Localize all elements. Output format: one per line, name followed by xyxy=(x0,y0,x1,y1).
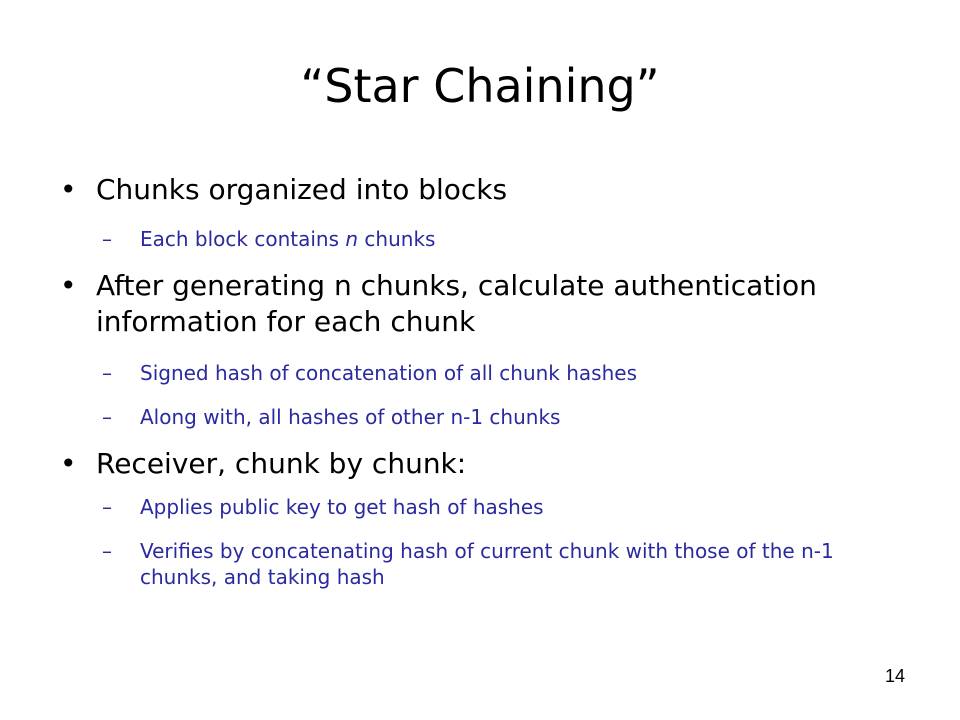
bullet-text: Chunks organized into blocks xyxy=(96,173,508,206)
sub-bullet-marker: – xyxy=(102,405,112,429)
sub-bullet-item xyxy=(102,226,902,252)
sub-bullet-marker: – xyxy=(102,361,112,385)
sub-bullet-item xyxy=(102,494,902,520)
sub-bullet-text: Along with, all hashes of other n-1 chunks xyxy=(140,405,561,429)
bullet-text: Receiver, chunk by chunk: xyxy=(96,447,467,480)
sub-bullet-item xyxy=(102,538,902,590)
sub-bullet-item xyxy=(102,404,902,430)
sub-text-part: chunks xyxy=(358,227,436,251)
sub-bullet-item xyxy=(102,360,902,386)
sub-bullet-text: Signed hash of concatenation of all chunk hashes xyxy=(140,361,637,385)
bullet-item xyxy=(60,268,940,340)
sub-bullet-marker: – xyxy=(102,227,112,251)
sub-text-part: Each block contains xyxy=(140,227,346,251)
page-number: 14 xyxy=(885,666,906,686)
bullet-item xyxy=(60,172,940,208)
bullet-marker: • xyxy=(60,173,77,206)
bullet-item xyxy=(60,446,940,482)
bullet-text: After generating n chunks, calculate authentication information for each chunk xyxy=(96,269,817,338)
sub-text-italic: n xyxy=(345,227,359,251)
bullet-marker: • xyxy=(60,269,77,302)
slide-title: “Star Chaining” xyxy=(300,59,660,113)
bullet-marker: • xyxy=(60,447,77,480)
sub-bullet-text xyxy=(140,226,902,252)
sub-bullet-text: Verifies by concatenating hash of current chunk with those of the n-1 chunks, and taking hash xyxy=(140,539,834,589)
sub-bullet-marker: – xyxy=(102,539,112,563)
sub-bullet-marker: – xyxy=(102,495,112,519)
sub-bullet-text: Applies public key to get hash of hashes xyxy=(140,495,544,519)
